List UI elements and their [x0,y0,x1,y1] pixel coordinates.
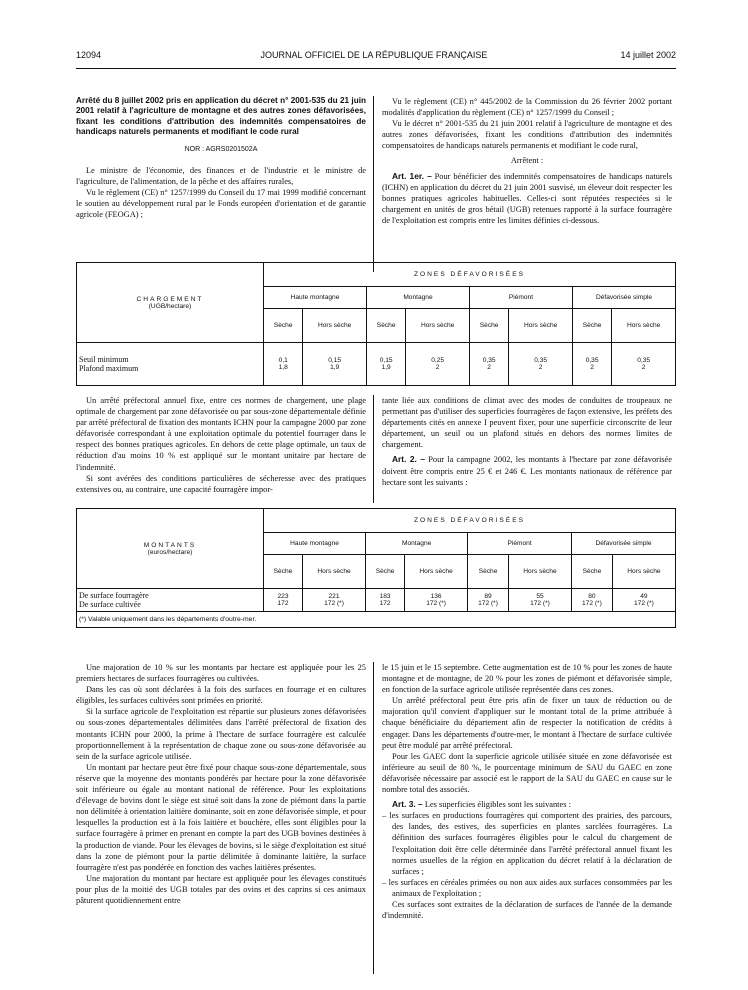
paragraph: Vu le règlement (CE) n° 1257/1999 du Conseil du 17 mai 1999 modifié concernant le soutien au développement rural par le Fonds européen d'orientation et de garantie agricole (FEOGA) ; [76,187,366,220]
paragraph: Vu le règlement (CE) n° 445/2002 de la Commission du 26 février 2002 portant modalités d'application du règlement (CE) n° 1257/1999 du Conseil ; [382,97,672,118]
row-header-unit: (UGB/hectare) [148,302,192,310]
paragraph: Si sont avérées des conditions particulières de sécheresse avec des pratiques extensives ou, au contraire, une capacité fourragère impor- [76,473,366,494]
paragraph: Un montant par hectare peut être fixé pour chaque sous-zone départementale, sous réserve que la moyenne des montants pondérés par hectare pour la zone défavorisée soit inférieure ou égale au montant national de référence. Pour les exploitations d'élevage de bovins dont le siège est situé soit dans la zone de piémont dans la partie non délimitée à orientation laitière dominante, soit en zone défavorisée simple, et pour lesquelles la production est à la fois laitière et bouchère, elles sont éligibles pour la surface fourragère à primer en prenant en compte la part des UGB bovines destinées à la production de viande. Pour les élevages de bovins, si le siège d'exploitation est situé dans la zone de piémont pour la partie délimitée à dominante laitière, la surface fourragère n'est pas pondérée en fonction des vaches laitières présentes. [76,762,366,872]
paragraph: le 15 juin et le 15 septembre. Cette augmentation est de 10 % pour les zones de haute montagne et de montagne, de 20 % pour les zones de piémont et défavorisée simple, en fonction de la surface agricole utilisée représentée dans ces zones. [382,663,672,695]
value-cell: 0,35 2 [572,343,611,386]
row-header: CHARGEMENT [136,295,204,303]
subcol-header: Sèche [469,309,508,343]
page-number: 12094 [76,50,102,60]
zone-header: Piémont [468,533,572,555]
middle-right-column [382,395,672,488]
paragraph: Dans les cas où sont déclarées à la fois des surfaces en fourrage et en cultures éligibles, les surfaces cultivées sont primées en priorité. [76,685,366,706]
table-row [77,343,676,386]
zone-header: Montagne [366,287,469,309]
subcol-header: Hors sèche [508,555,571,589]
page-date: 14 juillet 2002 [620,50,676,60]
value-cell: 55 172 (*) [508,589,571,612]
paragraph: Pour les GAEC dont la superficie agricole utilisée située en zone défavorisée est inférieure au seuil de 80 %, le pourcentage minimum de SAU du GAEC en zone défavorisée nécessaire par associé est le rapport de la SAU du GAEC en cause sur le nombre total des associés. [382,751,672,795]
subcol-header: Sèche [366,555,405,589]
zones-header: ZONES DÉFAVORISÉES [264,263,676,287]
zone-header: Défavorisée simple [572,533,676,555]
subcol-header: Hors sèche [406,309,470,343]
paragraph: Une majoration du montant par hectare est appliquée pour les élevages constitués pour plus de la moitié des UGB totales par des ovins et des caprins si ces animaux pâturent quotidiennement entre [76,873,366,905]
decree-title: Arrêté du 8 juillet 2002 pris en application du décret n° 2001-535 du 21 juin 2001 relatif à l'agriculture de montagne et des autres zones défavorisées, fixant les conditions d'attribution des indemnités compensatoires de handicaps naturels permanents et modifiant le code rural [76,96,366,137]
subcol-header: Sèche [264,555,303,589]
value-cell: 80 172 (*) [572,589,613,612]
subcol-header: Sèche [468,555,509,589]
list-item: – les surfaces en productions fourragères qui comportent des prairies, des parcours, des landes, des estives, des superficies en plantes sarclées fourragères. La définition des surfaces fourragères éligibles pour le calcul du chargement de l'exploitation doit être celle déterminée dans l'arrêté préfectoral annuel fixant les normes usuelles de la région en application du décret relatif à la déclaration de surfaces ; [382,811,672,876]
article-text: Pour bénéficier des indemnités compensatoires de handicaps naturels (ICHN) en application du décret du 21 juin 2001 susvisé, un éleveur doit respecter les bonnes pratiques agricoles habituelles. Celles-ci sont réputées respectées si le chargement en unités de gros bétail (UGB) retenues rapporté à la surface fourragère de l'exploitation est compris entre les limites définies ci-dessous. [382,171,672,225]
row-header-cell [77,263,264,343]
column-divider [373,96,374,272]
row-label-cell [77,589,264,612]
subcol-header: Hors sèche [405,555,468,589]
value-cell: 89 172 (*) [468,589,509,612]
paragraph: Une majoration de 10 % sur les montants par hectare est appliquée pour les 25 premiers hectares de surfaces fourragères ou cultivées. [76,663,366,684]
paragraph: Vu le décret n° 2001-535 du 21 juin 2001 relatif à l'agriculture de montagne et des autres zones défavorisées, fixant les conditions d'attribution des indemnités compensatoires de handicaps naturels permanents et modifiant le code rural, [382,119,672,151]
value-cell: 0,35 2 [509,343,573,386]
header-rule [76,68,676,69]
subcol-header: Sèche [366,309,405,343]
article-text: Pour la campagne 2002, les montants à l'hectare par zone défavorisée doivent être compris entre 25 € et 246 €. Les montants nationaux de référence par hectare sont les suivants : [382,455,672,487]
value-cell: 0,35 2 [469,343,508,386]
column-divider [373,662,374,974]
column-divider [373,395,374,503]
arretent-heading: Arrêtent : [510,156,544,166]
subcol-header: Sèche [264,309,303,343]
row-header: MONTANTS [143,541,197,549]
subcol-header: Hors sèche [612,555,675,589]
subcol-header: Hors sèche [612,309,676,343]
paragraph: Si la surface agricole de l'exploitation est répartie sur plusieurs zones défavorisées ou sous-zones départementales délimitées dans l'arrêté préfectoral de fixation des montants ICHN pour 2000, la prime à l'hectare de surface fourragère est calculée proportionnellement à la représentation de chaque zone ou sous-zone défavorisée au sein de la surface agricole utilisée. [76,707,366,761]
montants-table [76,508,676,628]
subcol-header: Hors sèche [302,555,365,589]
value-cell: 0,1 1,8 [264,343,303,386]
zone-header: Défavorisée simple [572,287,675,309]
subcol-header: Sèche [572,555,613,589]
chargement-table [76,262,676,386]
paragraph: tante liée aux conditions de climat avec des modes de conduites de troupeaux ne permettant pas d'utiliser des superficies fourragères de façon extensive, les préfets des départements cités en annexe I peuvent fixer, pour une superficie circonscrite de leur département, un seuil ou un plafond situés en dehors des normes limites de chargement. [382,396,672,450]
zone-header: Montagne [366,533,468,555]
value-cell: 49 172 (*) [612,589,675,612]
row-label: Plafond maximum [79,364,139,373]
paragraph: Un arrêté préfectoral peut être pris afin de fixer un taux de réduction ou de majoration qu'il convient d'appliquer sur le montant total de la prime attribuée à chaque bénéficiaire du département afin de respecter la notification de crédits à engager. Dans les départements d'outre-mer, le montant à l'hectare de surface cultivée peut être modulé par arrêté préfectoral. [382,696,672,750]
zone-header: Haute montagne [264,287,367,309]
row-label: De surface cultivée [79,600,141,609]
row-header-unit: (euros/hectare) [147,548,193,556]
value-cell: 136 172 (*) [405,589,468,612]
article-label: Art. 3. – [392,799,423,810]
table-row [77,589,676,612]
list-item: – les surfaces en céréales primées ou non aux aides aux surfaces consommées par les animaux de l'exploitation ; [382,877,672,898]
journal-title: JOURNAL OFFICIEL DE LA RÉPUBLIQUE FRANÇAISE [260,50,488,60]
article-label: Art. 1er. – [392,170,432,181]
row-header-cell [77,509,264,589]
article-label: Art. 2. – [392,454,425,465]
row-label: Seuil minimum [79,355,129,364]
middle-left-column [76,395,366,495]
row-label: De surface fourragère [79,591,149,600]
zone-header: Piémont [469,287,572,309]
value-cell: 0,25 2 [406,343,470,386]
value-cell: 221 172 (*) [302,589,365,612]
value-cell: 0,15 1,9 [303,343,367,386]
value-cell: 0,15 1,9 [366,343,405,386]
subcol-header: Hors sèche [303,309,367,343]
value-cell: 0,35 2 [612,343,676,386]
table-footnote: (*) Valable uniquement dans les départements d'outre-mer. [77,612,676,628]
article-text: Les superficies éligibles sont les suivantes : [424,800,571,810]
top-left-column [76,96,366,220]
zone-header: Haute montagne [264,533,366,555]
value-cell: 183 172 [366,589,405,612]
subcol-header: Sèche [572,309,611,343]
paragraph: Ces surfaces sont extraites de la déclaration de surfaces de l'année de la demande d'indemnité. [382,899,672,921]
row-label-cell [77,343,264,386]
bottom-right-column [382,662,672,921]
paragraph: Un arrêté préfectoral annuel fixe, entre ces normes de chargement, une plage optimale de chargement par zone défavorisée ou par sous-zone départementale définie par arrêté préfectoral de fixation des montants ICHN pour la campagne 2000 par zone défavorisée correspondant à une exploitation optimale du potentiel fourrager dans le respect des bonnes pratiques agricoles. En dehors de cette plage optimale, un taux de réduction d'au moins 10 % est appliqué sur le montant unitaire par hectare de l'indemnité. [76,396,366,472]
top-right-column [382,96,672,226]
bottom-left-column [76,662,366,906]
subcol-header: Hors sèche [509,309,573,343]
zones-header: ZONES DÉFAVORISÉES [264,509,676,533]
nor-reference: NOR : AGRS0201502A [184,145,258,153]
paragraph: Le ministre de l'économie, des finances et de l'industrie et le ministre de l'agriculture, de l'alimentation, de la pêche et des affaires rurales, [76,165,366,186]
value-cell: 223 172 [264,589,303,612]
